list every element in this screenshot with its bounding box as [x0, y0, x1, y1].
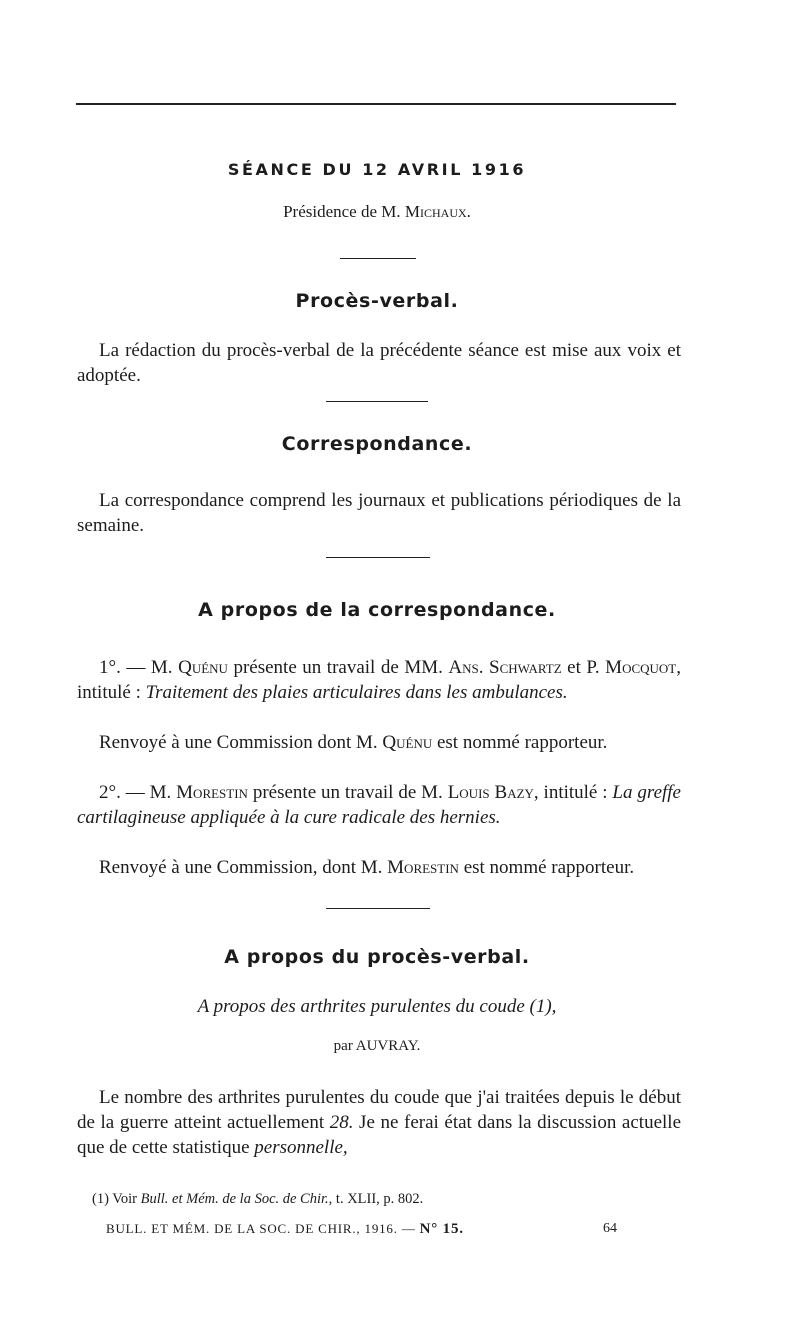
presidence-line: [0, 202, 754, 222]
footnote-reference: Bull. et Mém. de la Soc. de Chir.: [140, 1191, 329, 1207]
item-1-renvoi: Renvoyé à une Commission dont M. Quénu est nommé rapporteur.: [99, 732, 608, 753]
work-title: Traitement des plaies articulaires dans les ambulances.: [145, 682, 568, 703]
running-footer: BULL. ET MÉM. DE LA SOC. DE CHIR., 1916. — N° 15.: [106, 1221, 464, 1237]
item-2-paragraph: 2°. — M. Morestin présente un travail de M. Louis Bazy, intitulé : La greffe cartilagineuse appliquée à la cure radicale des hernies.: [77, 782, 681, 828]
proces-verbal-title: Procès-verbal.: [295, 290, 459, 312]
session-title: SÉANCE DU 12 AVRIL 1916: [227, 160, 527, 179]
section-divider: [326, 557, 430, 558]
section-divider: [340, 258, 416, 259]
correspondance-title: Correspondance.: [281, 433, 473, 455]
proces-verbal-text: La rédaction du procès-verbal de la précédente séance est mise aux voix et adoptée.: [77, 340, 681, 386]
emphasis: personnelle,: [254, 1137, 348, 1158]
top-rule: [76, 103, 676, 105]
article-body: Le nombre des arthrites purulentes du coude que j'ai traitées depuis le début de la guerre atteint actuellement 28. Je ne ferai état dans la discussion actuelle que de cette statistique personnelle,: [77, 1087, 681, 1158]
author-name: Quénu: [178, 657, 228, 678]
president-name: Michaux.: [404, 202, 471, 221]
author-name: Morestin: [176, 782, 248, 803]
author-name: Ans. Schwartz: [448, 657, 562, 678]
case-count: 28.: [329, 1112, 354, 1133]
a-propos-correspondance-title: A propos de la correspondance.: [198, 599, 556, 621]
presidence-prefix: Présidence de M.: [283, 202, 405, 221]
item-2-renvoi: Renvoyé à une Commission, dont M. Morestin est nommé rapporteur.: [99, 857, 635, 878]
correspondance-text: La correspondance comprend les journaux et publications périodiques de la semaine.: [77, 490, 681, 536]
issue-number: N° 15.: [419, 1221, 464, 1237]
author-name: Mocquot: [605, 657, 677, 678]
section-divider: [326, 401, 428, 402]
rapporteur-name: Morestin: [387, 857, 459, 878]
page-number: 64: [603, 1221, 617, 1236]
item-1-paragraph: 1°. — M. Quénu présente un travail de MM. Ans. Schwartz et P. Mocquot, intitulé : Traitement des plaies articulaires dans les ambulances.: [77, 657, 681, 703]
footnote: (1) Voir Bull. et Mém. de la Soc. de Chir., t. XLII, p. 802.: [92, 1191, 424, 1207]
rapporteur-name: Quénu: [382, 732, 433, 753]
article-title: A propos des arthrites purulentes du coude (1),: [197, 996, 557, 1017]
section-divider: [326, 908, 430, 909]
article-author: par AUVRAY.: [333, 1038, 421, 1054]
work-title: La greffe cartilagineuse appliquée à la cure radicale des hernies.: [77, 782, 681, 828]
author-name: Louis Bazy: [447, 782, 534, 803]
a-propos-proces-verbal-title: A propos du procès-verbal.: [224, 946, 530, 968]
